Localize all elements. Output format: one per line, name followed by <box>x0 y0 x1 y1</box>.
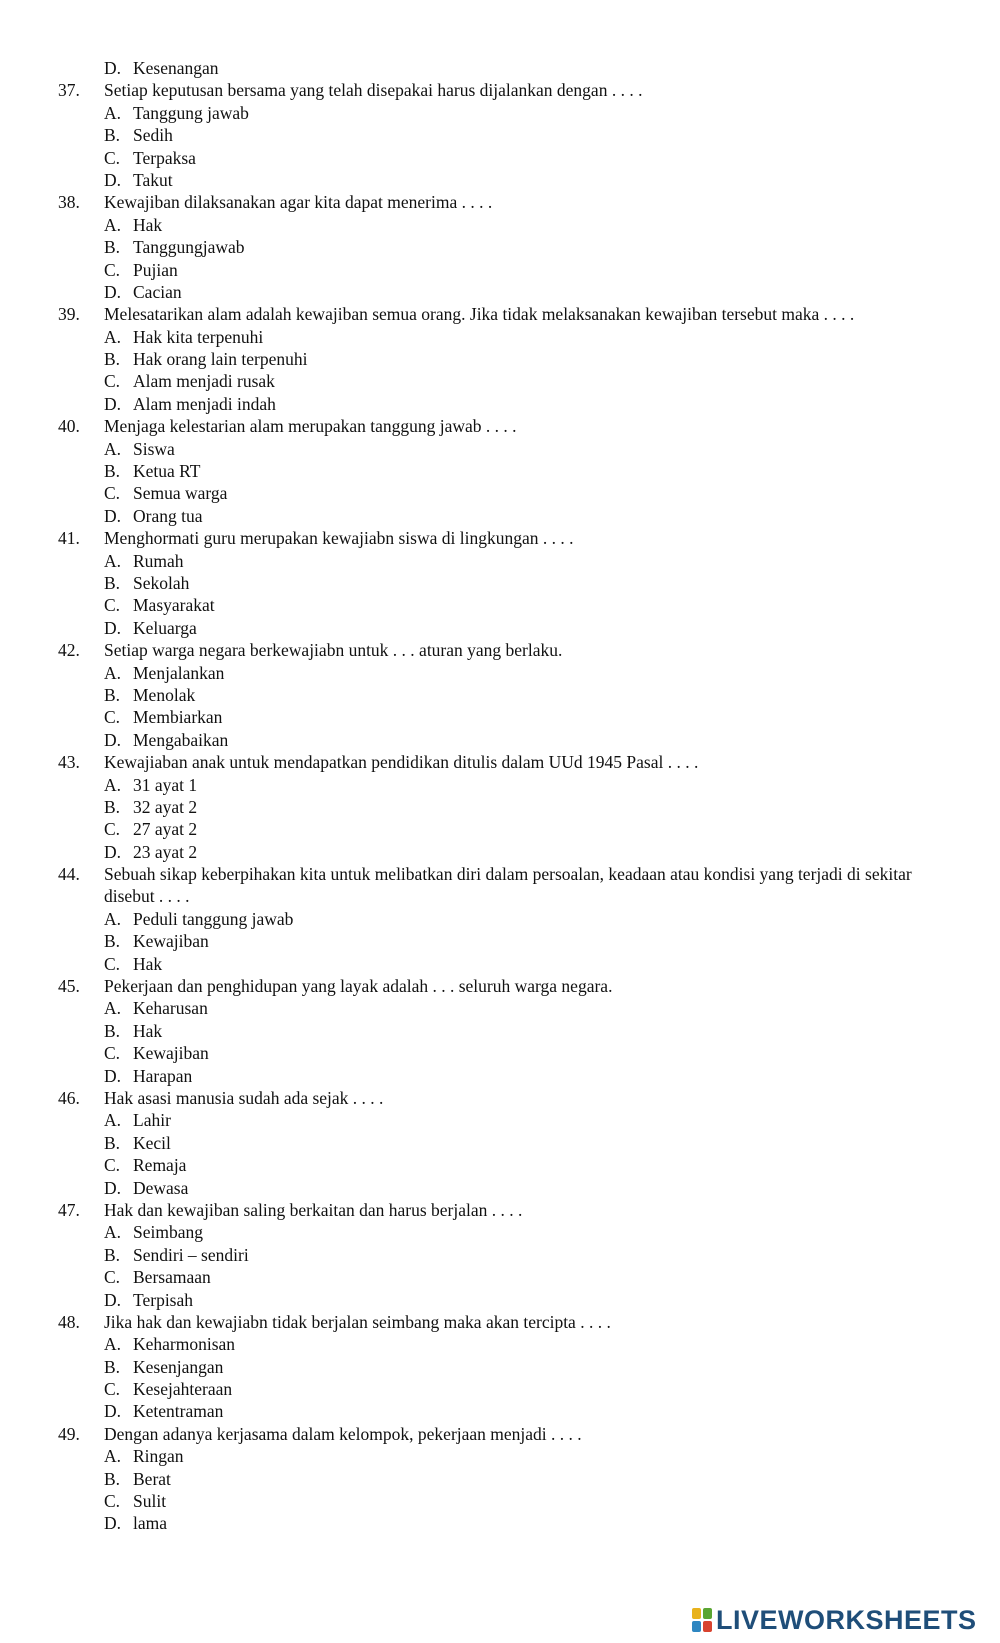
option-letter: A. <box>104 1446 122 1467</box>
question-row <box>0 975 1000 997</box>
option-row <box>0 930 1000 952</box>
option-letter: A. <box>104 438 122 459</box>
option-row <box>0 57 1000 79</box>
option-row <box>0 1244 1000 1266</box>
option-row <box>0 214 1000 236</box>
option-text: Pujian <box>133 259 178 280</box>
option-letter: A. <box>104 102 122 123</box>
option-row <box>0 281 1000 303</box>
question-row <box>0 527 1000 549</box>
option-row <box>0 729 1000 751</box>
option-text: Harapan <box>133 1065 193 1086</box>
option-letter: D. <box>104 1065 122 1086</box>
option-row <box>0 1378 1000 1400</box>
option-row <box>0 348 1000 370</box>
option-text: 23 ayat 2 <box>133 841 198 862</box>
option-text: Hak orang lain terpenuhi <box>133 349 308 370</box>
option-row <box>0 594 1000 616</box>
option-letter: B. <box>104 461 121 482</box>
option-letter: B. <box>104 931 121 952</box>
liveworksheets-logo <box>692 1603 977 1637</box>
option-text: Berat <box>133 1468 171 1489</box>
option-letter: D. <box>104 729 122 750</box>
question-text: Setiap keputusan bersama yang telah disepakai harus dijalankan dengan . . . . <box>104 80 643 101</box>
option-text: Kesenangan <box>133 58 219 78</box>
option-row <box>0 1065 1000 1087</box>
option-row <box>0 774 1000 796</box>
logo-square-3 <box>692 1621 701 1632</box>
option-letter: D. <box>104 393 122 414</box>
option-row <box>0 1020 1000 1042</box>
option-letter: B. <box>104 1244 121 1265</box>
option-row <box>0 908 1000 930</box>
option-text: Kewajiban <box>133 1043 209 1064</box>
option-letter: A. <box>104 1334 122 1355</box>
question-row <box>0 191 1000 213</box>
question-text: Dengan adanya kerjasama dalam kelompok, pekerjaan menjadi . . . . <box>104 1423 582 1444</box>
option-text: Rumah <box>133 550 184 571</box>
question-number: 38. <box>58 192 80 213</box>
option-row <box>0 1512 1000 1534</box>
option-letter: D. <box>104 617 122 638</box>
question-text: Jika hak dan kewajiabn tidak berjalan seimbang maka akan tercipta . . . . <box>104 1311 611 1332</box>
option-row <box>0 1042 1000 1064</box>
question-text: Melesatarikan alam adalah kewajiban semua orang. Jika tidak melaksanakan kewajiban tersebut maka . . . . <box>104 304 855 325</box>
option-row <box>0 1221 1000 1243</box>
option-row <box>0 169 1000 191</box>
question-number: 43. <box>58 752 80 773</box>
option-row <box>0 393 1000 415</box>
option-letter: C. <box>104 371 121 392</box>
option-letter: C. <box>104 595 121 616</box>
question-text: Sebuah sikap keberpihakan kita untuk melibatkan diri dalam persoalan, keadaan atau kondisi yang terjadi di sekitar disebut . . . . <box>104 864 912 907</box>
option-text: Peduli tanggung jawab <box>133 908 294 929</box>
option-row <box>0 572 1000 594</box>
option-row <box>0 460 1000 482</box>
option-text: Keharmonisan <box>133 1334 236 1355</box>
option-letter: A. <box>104 326 122 347</box>
option-text: Hak <box>133 1020 163 1041</box>
option-text: Seimbang <box>133 1222 203 1243</box>
question-number: 45. <box>58 976 80 997</box>
option-letter: D. <box>104 1401 122 1422</box>
option-row <box>0 953 1000 975</box>
option-letter: C. <box>104 1491 121 1512</box>
option-letter: B. <box>104 237 121 258</box>
option-text: Keharusan <box>133 998 208 1019</box>
option-text: Dewasa <box>133 1177 189 1198</box>
option-text: Hak <box>133 953 163 974</box>
option-text: Keluarga <box>133 617 197 638</box>
option-letter: C. <box>104 819 121 840</box>
option-text: Hak kita terpenuhi <box>133 326 264 347</box>
question-text: Menjaga kelestarian alam merupakan tanggung jawab . . . . <box>104 416 517 437</box>
option-letter: D. <box>104 1513 122 1534</box>
option-row <box>0 818 1000 840</box>
option-text: Menolak <box>133 684 196 705</box>
option-text: Remaja <box>133 1155 187 1176</box>
option-text: Sedih <box>133 125 173 146</box>
option-letter: C. <box>104 1379 121 1400</box>
logo-square-2 <box>703 1608 712 1619</box>
option-text: 31 ayat 1 <box>133 774 198 795</box>
option-row <box>0 662 1000 684</box>
option-row <box>0 505 1000 527</box>
option-text: Sekolah <box>133 573 190 593</box>
question-row <box>0 1423 1000 1445</box>
option-row <box>0 1445 1000 1467</box>
question-text: Setiap warga negara berkewajiabn untuk . . . aturan yang berlaku. <box>104 640 563 661</box>
option-text: Hak <box>133 214 163 235</box>
option-row <box>0 1468 1000 1490</box>
option-row <box>0 550 1000 572</box>
option-row <box>0 102 1000 124</box>
worksheet-page <box>0 57 1000 1535</box>
option-letter: B. <box>104 1356 121 1377</box>
option-row <box>0 997 1000 1019</box>
option-letter: D. <box>104 841 122 862</box>
option-text: Tanggungjawab <box>133 237 245 258</box>
option-letter: D. <box>104 1289 122 1310</box>
option-letter: A. <box>104 1110 122 1131</box>
question-row <box>0 79 1000 101</box>
question-number: 41. <box>58 528 80 549</box>
option-row <box>0 236 1000 258</box>
question-number: 37. <box>58 80 80 101</box>
option-text: lama <box>133 1513 168 1534</box>
option-text: Menjalankan <box>133 662 225 683</box>
option-text: Ketua RT <box>133 461 201 482</box>
option-text: Kewajiban <box>133 931 209 952</box>
liveworksheets-logo-icon <box>692 1608 712 1632</box>
option-row <box>0 482 1000 504</box>
option-text: Semua warga <box>133 483 228 504</box>
option-letter: B. <box>104 1020 121 1041</box>
option-row <box>0 1356 1000 1378</box>
question-row <box>0 1199 1000 1221</box>
option-row <box>0 259 1000 281</box>
option-text: Orang tua <box>133 505 203 526</box>
option-letter: C. <box>104 259 121 280</box>
option-row <box>0 1289 1000 1311</box>
option-letter: A. <box>104 774 122 795</box>
option-letter: B. <box>104 684 121 705</box>
option-text: Mengabaikan <box>133 729 229 750</box>
option-row <box>0 706 1000 728</box>
option-row <box>0 1490 1000 1512</box>
option-text: 32 ayat 2 <box>133 796 198 817</box>
option-letter: D. <box>104 1177 122 1198</box>
question-text: Menghormati guru merupakan kewajiabn siswa di lingkungan . . . . <box>104 528 574 549</box>
option-row <box>0 124 1000 146</box>
option-letter: C. <box>104 1267 121 1288</box>
option-letter: D. <box>104 169 122 190</box>
question-number: 47. <box>58 1199 80 1220</box>
question-row <box>0 863 1000 908</box>
option-row <box>0 796 1000 818</box>
option-row <box>0 438 1000 460</box>
option-letter: D. <box>104 505 122 526</box>
option-letter: C. <box>104 1043 121 1064</box>
option-letter: A. <box>104 908 122 929</box>
option-text: Sulit <box>133 1491 167 1512</box>
question-row <box>0 639 1000 661</box>
option-letter: C. <box>104 707 121 728</box>
option-row <box>0 1154 1000 1176</box>
option-text: Membiarkan <box>133 707 223 728</box>
option-row <box>0 1177 1000 1199</box>
option-text: Bersamaan <box>133 1267 211 1288</box>
option-text: Terpisah <box>133 1289 194 1310</box>
option-letter: B. <box>104 125 121 146</box>
option-text: Kesejahteraan <box>133 1379 233 1400</box>
option-text: Alam menjadi indah <box>133 393 276 414</box>
option-letter: B. <box>104 1132 121 1153</box>
option-row <box>0 617 1000 639</box>
option-letter: C. <box>104 953 121 974</box>
question-row <box>0 751 1000 773</box>
question-number: 40. <box>58 416 80 437</box>
question-row <box>0 303 1000 325</box>
question-number: 39. <box>58 304 80 325</box>
option-letter: B. <box>104 573 121 593</box>
option-letter: A. <box>104 1222 122 1243</box>
question-row <box>0 1087 1000 1109</box>
option-text: Kecil <box>133 1132 171 1153</box>
option-text: Kesenjangan <box>133 1356 224 1377</box>
question-text: Kewajiban dilaksanakan agar kita dapat menerima . . . . <box>104 192 493 213</box>
option-text: Sendiri – sendiri <box>133 1244 249 1265</box>
option-row <box>0 684 1000 706</box>
question-list <box>0 79 1000 1534</box>
option-row <box>0 326 1000 348</box>
option-text: Lahir <box>133 1110 171 1131</box>
option-letter: C. <box>104 147 121 168</box>
option-text: Terpaksa <box>133 147 196 168</box>
option-letter: C. <box>104 483 121 504</box>
question-text: Kewajiaban anak untuk mendapatkan pendidikan ditulis dalam UUd 1945 Pasal . . . . <box>104 752 699 773</box>
option-letter: B. <box>104 349 121 370</box>
logo-text: LIVEWORKSHEETS <box>716 1604 977 1635</box>
question-text: Hak dan kewajiban saling berkaitan dan harus berjalan . . . . <box>104 1199 523 1220</box>
option-letter: A. <box>104 550 122 571</box>
option-row <box>0 1400 1000 1422</box>
question-number: 46. <box>58 1088 80 1109</box>
option-row <box>0 1109 1000 1131</box>
option-letter: A. <box>104 214 122 235</box>
logo-square-4 <box>703 1621 712 1632</box>
option-letter: A. <box>104 662 122 683</box>
question-text: Pekerjaan dan penghidupan yang layak adalah . . . seluruh warga negara. <box>104 976 613 997</box>
option-letter: D. <box>104 281 122 302</box>
question-text: Hak asasi manusia sudah ada sejak . . . . <box>104 1088 384 1109</box>
option-letter: A. <box>104 998 122 1019</box>
question-number: 44. <box>58 864 80 885</box>
option-letter: B. <box>104 796 121 817</box>
option-letter: B. <box>104 1468 121 1489</box>
option-row <box>0 1266 1000 1288</box>
option-text: Alam menjadi rusak <box>133 371 275 392</box>
option-text: Takut <box>133 169 173 190</box>
option-row <box>0 1132 1000 1154</box>
option-letter: C. <box>104 1155 121 1176</box>
option-row <box>0 370 1000 392</box>
option-text: Masyarakat <box>133 595 215 616</box>
option-text: Tanggung jawab <box>133 102 249 123</box>
option-text: 27 ayat 2 <box>133 819 198 840</box>
option-row <box>0 1333 1000 1355</box>
option-text: Ringan <box>133 1446 184 1467</box>
option-row <box>0 147 1000 169</box>
question-row <box>0 1311 1000 1333</box>
option-text: Ketentraman <box>133 1401 224 1422</box>
question-number: 49. <box>58 1423 80 1444</box>
question-number: 48. <box>58 1311 80 1332</box>
question-number: 42. <box>58 640 80 661</box>
option-text: Cacian <box>133 281 182 302</box>
option-text: Siswa <box>133 438 175 459</box>
question-row <box>0 415 1000 437</box>
logo-square-1 <box>692 1608 701 1619</box>
option-row <box>0 841 1000 863</box>
option-letter: D. <box>104 58 122 78</box>
